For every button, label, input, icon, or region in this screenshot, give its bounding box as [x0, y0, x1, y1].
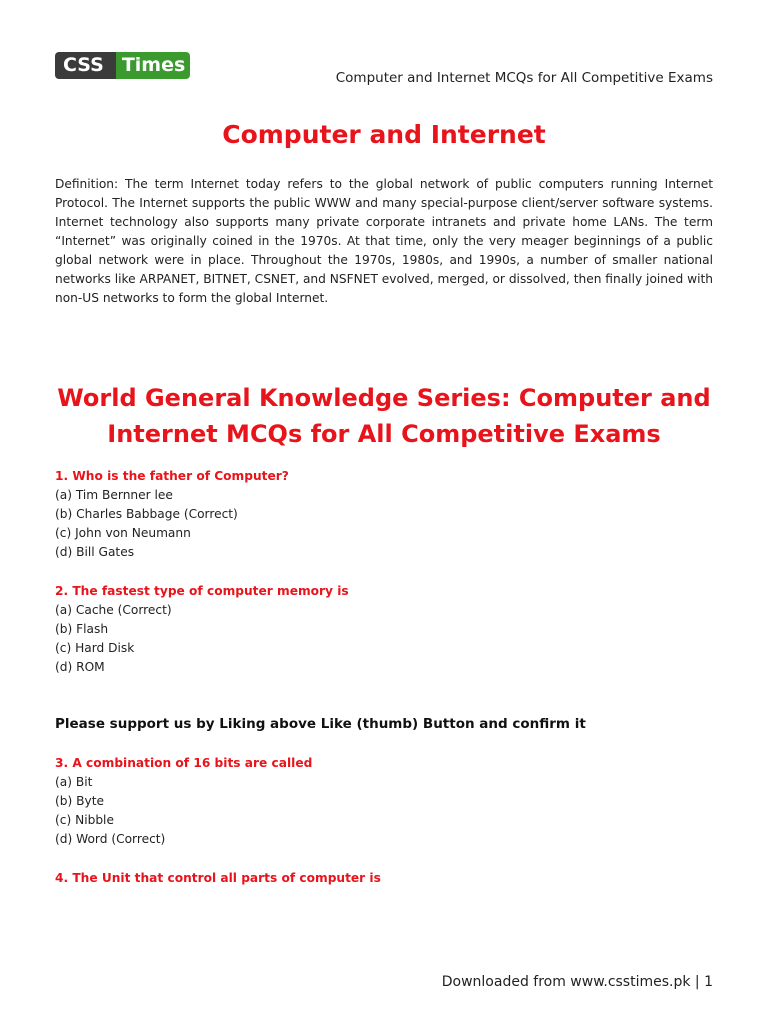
question-block-2 [55, 582, 349, 677]
question-title: 2. The fastest type of computer memory is [55, 584, 349, 598]
answer-option: (a) Bit [55, 775, 93, 789]
answer-option: (b) Flash [55, 622, 109, 636]
csstimes-logo [55, 52, 190, 79]
question-title: 3. A combination of 16 bits are called [55, 756, 313, 770]
answer-option: (c) John von Neumann [55, 526, 191, 540]
logo-times-text: Times [116, 52, 190, 79]
question-block-3 [55, 754, 312, 849]
header-title: Computer and Internet MCQs for All Competitive Exams [335, 70, 713, 86]
footer-download-text: Downloaded from www.csstimes.pk | 1 [441, 974, 713, 990]
question-title: 1. Who is the father of Computer? [55, 469, 289, 483]
answer-option: (d) Word (Correct) [55, 832, 166, 846]
page-title: Computer and Internet [222, 120, 546, 149]
logo-css-text: CSS [55, 52, 116, 79]
answer-option: (b) Charles Babbage (Correct) [55, 507, 238, 521]
answer-option: (a) Tim Bernner lee [55, 488, 173, 502]
definition-paragraph: Definition: The term Internet today refers to the global network of public computers running Internet Protocol. The Internet supports the public WWW and many special-purpose client/server software systems. Internet technology also supports many private corporate intranets and private home LANs. The term “Internet” was originally coined in the 1970s. At that time, only the very meager beginnings of a public global network were in place. Throughout the 1970s, 1980s, and 1990s, a number of smaller national networks like ARPANET, BITNET, CSNET, and NSFNET evolved, merged, or dissolved, then finally joined with non-US networks to form the global Internet. [55, 177, 713, 305]
support-message: Please support us by Liking above Like (thumb) Button and confirm it [55, 716, 586, 732]
answer-option: (a) Cache (Correct) [55, 603, 172, 617]
section-title: World General Knowledge Series: Computer and Internet MCQs for All Competitive Exams [57, 384, 711, 448]
answer-option: (d) Bill Gates [55, 545, 135, 559]
answer-option: (c) Nibble [55, 813, 114, 827]
question-block-1 [55, 467, 289, 562]
answer-option: (c) Hard Disk [55, 641, 135, 655]
answer-option: (b) Byte [55, 794, 104, 808]
question-title: 4. The Unit that control all parts of computer is [55, 871, 381, 885]
answer-option: (d) ROM [55, 660, 105, 674]
question-block-4 [55, 869, 381, 888]
